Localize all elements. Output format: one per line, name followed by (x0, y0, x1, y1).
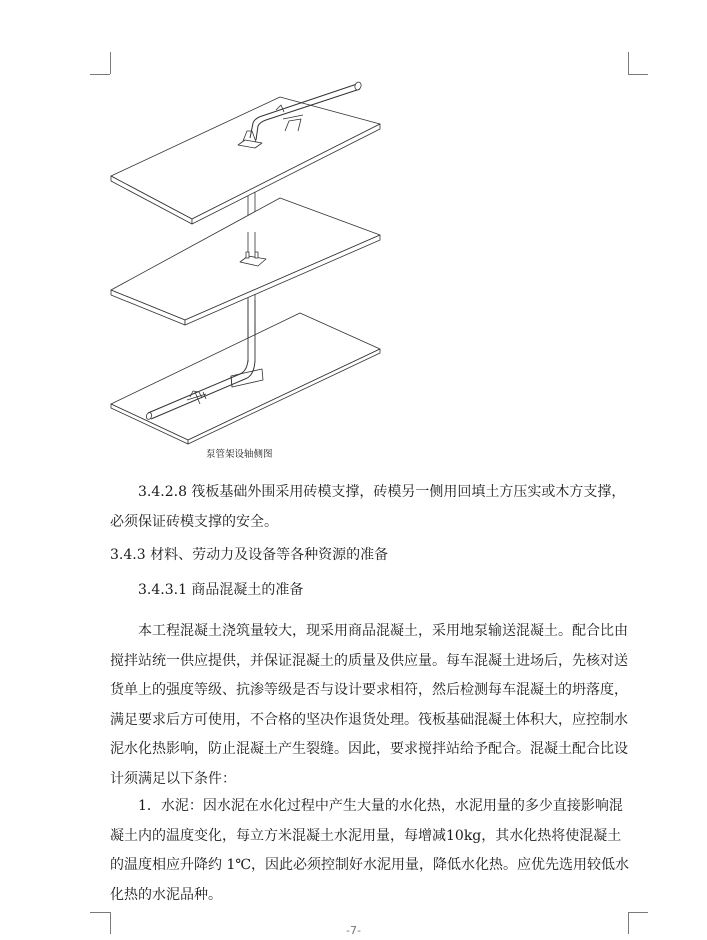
subsection-heading-3-4-3-1: 3.4.3.1 商品混凝土的准备 (138, 582, 304, 598)
section-heading-3-4-3: 3.4.3 材料、劳动力及设备等各种资源的准备 (110, 547, 389, 563)
paragraph-cement (110, 792, 630, 910)
paragraph-text: 1．水泥：因水泥在水化过程中产生大量的水化热，水泥用量的多少直接影响混凝土内的温度变化，每立方米混凝土水泥用量，每增减10kg，其水化热将使混凝土的温度相应升降约 1℃，因此必须控制好水泥用量，降低水化热。应优先选用较低水化热的水泥品种。 (110, 798, 630, 903)
figure-caption: 泵管架设轴侧图 (206, 449, 273, 460)
crop-mark-bottom-right-h (628, 912, 648, 913)
paragraph-3-4-2-8 (110, 478, 630, 537)
crop-mark-top-right-v (628, 52, 629, 74)
crop-mark-top-right-h (628, 74, 648, 75)
paragraph-text: 3.4.2.8 筏板基础外围采用砖模支撑，砖模另一侧用回填土方压实或木方支撑，必须保证砖模支撑的安全。 (110, 484, 626, 530)
crop-mark-top-left-v (110, 52, 111, 74)
top-floor-slab (111, 97, 380, 224)
crop-mark-bottom-left-h (90, 912, 110, 913)
pump-pipe-isometric-drawing (100, 72, 390, 452)
paragraph-commercial-concrete (110, 617, 630, 794)
page-number: -7- (346, 924, 361, 937)
paragraph-text: 本工程混凝土浇筑量较大，现采用商品混凝土，采用地泵输送混凝土。配合比由搅拌站统一供应提供，并保证混凝土的质量及供应量。每车混凝土进场后，先核对送货单上的强度等级、抗渗等级是否与设计要求相符，然后检测每车混凝土的坍落度，满足要求后方可使用，不合格的坚决作退货处理。筏板基础混凝土体积大，应控制水泥水化热影响，防止混凝土产生裂缝。因此，要求搅拌站给予配合。混凝土配合比设计须满足以下条件： (110, 623, 628, 787)
